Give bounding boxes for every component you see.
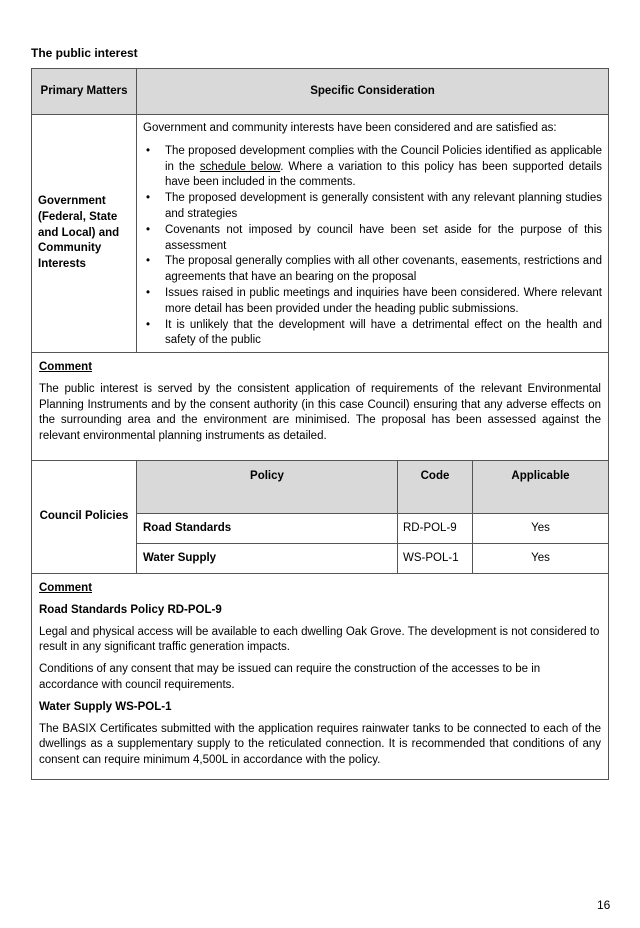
code-cell: RD-POL-9	[398, 514, 473, 544]
bullet-icon: •	[146, 192, 151, 205]
applicable-cell: Yes	[473, 514, 609, 544]
bullet-icon: •	[146, 144, 151, 157]
specific-consideration-header: Specific Consideration	[137, 69, 609, 115]
code-header: Code	[398, 461, 473, 514]
schedule-link[interactable]: schedule below	[199, 160, 281, 173]
bullet-icon: •	[146, 318, 151, 331]
list-item: • It is unlikely that the development will have a detrimental effect on the health and safety of the public	[146, 318, 602, 347]
public-interest-table	[31, 68, 609, 461]
comment-label: Comment	[39, 582, 93, 594]
page-number: 16	[597, 898, 611, 912]
policy-cell: Water Supply	[137, 544, 398, 574]
list-item: • The proposal generally complies with all other covenants, easements, restrictions and agreements that have an bearing on the proposal	[146, 255, 602, 284]
applicable-header: Applicable	[473, 461, 609, 514]
road-standards-paragraph-1: Legal and physical access will be available to each dwelling Oak Grove. The development is not considered to result in any significant traffic generation impacts.	[39, 625, 600, 654]
code-cell: WS-POL-1	[398, 544, 473, 574]
consideration-intro: Government and community interests have been considered and are satisfied as:	[143, 122, 557, 134]
list-item: • The proposed development is generally consistent with any relevant planning studies and strategies	[146, 192, 602, 220]
bullet-icon: •	[146, 223, 151, 236]
list-item: • Covenants not imposed by council have been set aside for the purpose of this assessment	[146, 223, 602, 252]
primary-matters-header: Primary Matters	[32, 69, 137, 115]
council-policies-table	[31, 460, 609, 780]
road-standards-heading: Road Standards Policy RD-POL-9	[39, 603, 222, 616]
road-standards-paragraph-2: Conditions of any consent that may be issued can require the construction of the accesses to be in accordance with council requirements.	[39, 663, 541, 691]
consideration-list	[143, 144, 602, 349]
comment-cell	[32, 353, 609, 461]
consideration-cell	[137, 115, 609, 353]
applicable-cell: Yes	[473, 544, 609, 574]
water-supply-paragraph: The BASIX Certificates submitted with the application requires rainwater tanks to be connected to each of the dwellings as a supplementary supply to the reticulated connection. It is recommended that conditions of any consent can require minimum 4,500L in accordance with the policy.	[39, 722, 601, 767]
policy-cell: Road Standards	[137, 514, 398, 544]
bullet-icon: •	[146, 255, 151, 268]
policy-comment-cell	[32, 574, 609, 780]
row-label-council-policies: Council Policies	[32, 461, 137, 574]
water-supply-heading: Water Supply WS-POL-1	[39, 700, 172, 713]
list-item: • Issues raised in public meetings and inquiries have been considered. Where relevant more detail has been provided under the heading public submissions.	[146, 286, 602, 315]
row-label-government: Government (Federal, State and Local) and Community Interests	[32, 115, 137, 353]
list-item: • The proposed development complies with the Council Policies identified as applicable in the schedule below. Where a variation to this policy has been supported details have been included in the comments.	[146, 144, 602, 189]
bullet-icon: •	[146, 286, 151, 299]
comment-label: Comment	[39, 361, 93, 373]
section-heading: The public interest	[31, 46, 138, 60]
comment-text: The public interest is served by the consistent application of requirements of the relevant Environmental Planning Instruments and by the consent authority (in this case Council) ensuring that any adverse effects on the surrounding area and the environment are minimised. The proposal has been assessed against the relevant environmental planning instruments as detailed.	[39, 382, 601, 443]
policy-header: Policy	[137, 461, 398, 514]
